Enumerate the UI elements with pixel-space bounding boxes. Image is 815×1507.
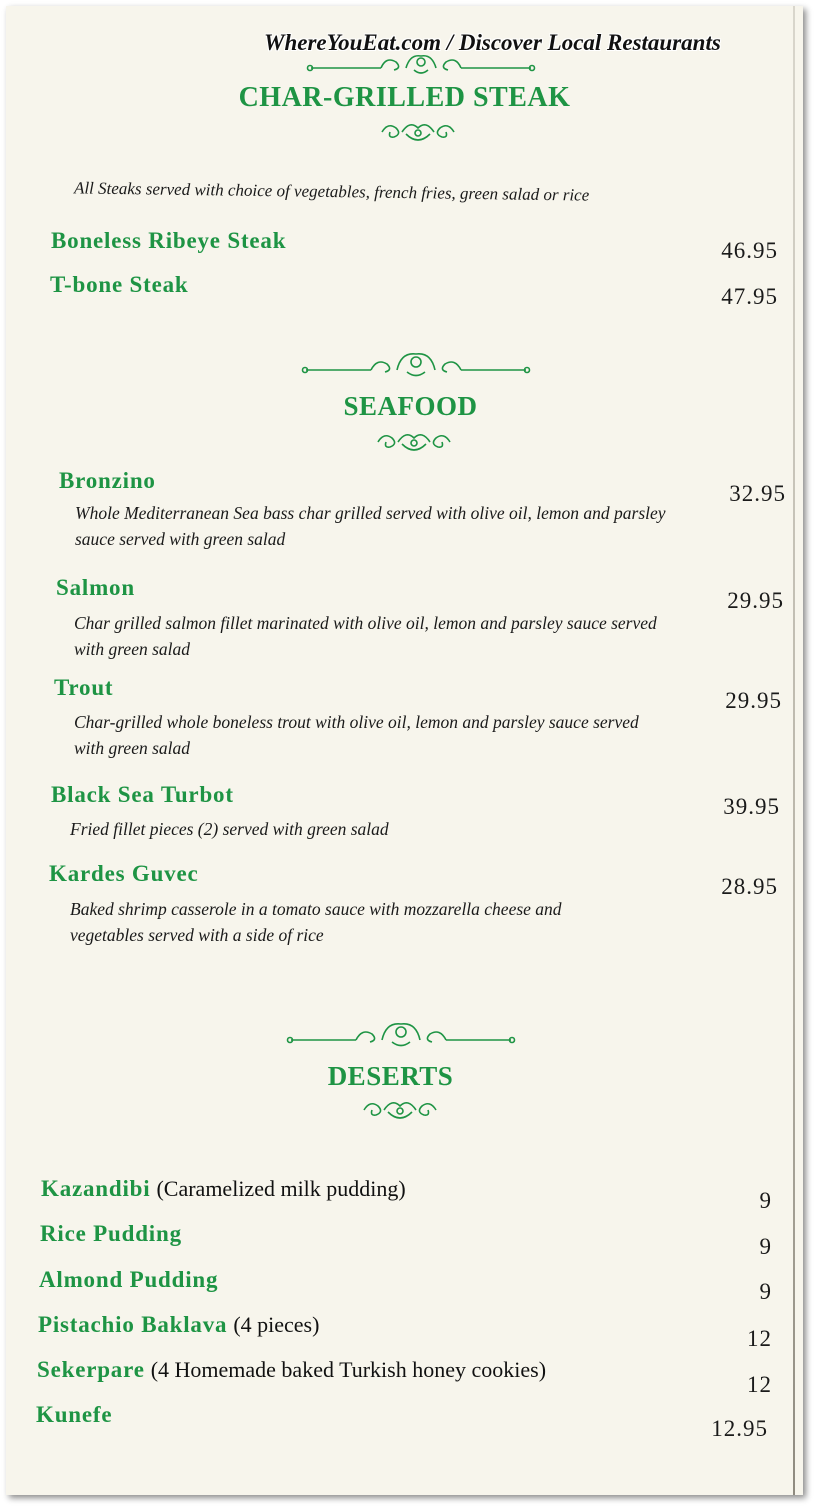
price-kazandibi: 9 [759, 1188, 772, 1213]
desc-kardes-guvec: Baked shrimp casserole in a tomato sauce with mozzarella cheese and vegetables served with a side of rice [70, 899, 562, 945]
section-title-seafood: SEAFOOD [343, 391, 478, 421]
menu-item-kardes-guvec: Kardes Guvec [49, 861, 199, 886]
menu-page [6, 6, 803, 1495]
section-title-deserts: DESERTS [327, 1061, 454, 1091]
item-name-sekerpare: Sekerpare [37, 1357, 145, 1382]
item-name-kazandibi: Kazandibi [41, 1176, 151, 1201]
section-title-steak: CHAR-GRILLED STEAK [238, 82, 571, 113]
price-bronzino: 32.95 [729, 481, 786, 506]
ornament-seafood-top [301, 348, 531, 380]
price-boneless-ribeye-steak: 46.95 [721, 238, 778, 263]
ornament-deserts-top [286, 1018, 516, 1050]
menu-item-kazandibi [41, 1176, 406, 1202]
price-almond-pudding: 9 [759, 1279, 772, 1304]
item-extra-sekerpare: (4 Homemade baked Turkish honey cookies) [150, 1357, 547, 1382]
ornament-scroll-steak [378, 118, 458, 148]
watermark: WhereYouEat.com / Discover Local Restaurants [264, 30, 721, 55]
desc-bronzino: Whole Mediterranean Sea bass char grilled served with olive oil, lemon and parsley sauce served with green salad [75, 503, 666, 549]
steak-note: All Steaks served with choice of vegetables, french fries, green salad or rice [73, 178, 590, 205]
price-salmon: 29.95 [727, 588, 784, 613]
menu-item-rice-pudding: Rice Pudding [40, 1221, 182, 1246]
item-extra-pistachio-baklava: (4 pieces) [233, 1312, 320, 1337]
item-name-pistachio-baklava: Pistachio Baklava [38, 1312, 228, 1337]
menu-item-salmon: Salmon [56, 575, 135, 600]
price-t-bone-steak: 47.95 [721, 284, 778, 309]
price-sekerpare: 12 [747, 1372, 772, 1397]
menu-item-trout: Trout [54, 675, 114, 700]
menu-item-sekerpare [37, 1357, 546, 1383]
menu-item-pistachio-baklava [38, 1312, 319, 1338]
menu-item-almond-pudding: Almond Pudding [39, 1267, 219, 1292]
price-pistachio-baklava: 12 [747, 1326, 772, 1351]
desc-black-sea-turbot: Fried fillet pieces (2) served with green salad [70, 819, 389, 839]
menu-item-bronzino: Bronzino [59, 468, 156, 493]
price-rice-pudding: 9 [759, 1234, 772, 1259]
price-kunefe: 12.95 [711, 1416, 768, 1441]
menu-item-boneless-ribeye-steak: Boneless Ribeye Steak [51, 228, 287, 253]
price-black-sea-turbot: 39.95 [723, 794, 780, 819]
menu-item-t-bone-steak: T-bone Steak [50, 272, 189, 297]
price-kardes-guvec: 28.95 [721, 874, 778, 899]
menu-item-kunefe: Kunefe [36, 1402, 113, 1427]
desc-trout: Char-grilled whole boneless trout with olive oil, lemon and parsley sauce served with green salad [74, 712, 639, 758]
menu-item-black-sea-turbot: Black Sea Turbot [51, 782, 234, 807]
ornament-scroll-deserts [360, 1096, 440, 1126]
ornament-scroll-seafood [374, 428, 454, 458]
desc-salmon: Char grilled salmon fillet marinated with olive oil, lemon and parsley sauce served with green salad [74, 613, 657, 659]
price-trout: 29.95 [725, 688, 782, 713]
item-extra-kazandibi: (Caramelized milk pudding) [156, 1176, 406, 1201]
